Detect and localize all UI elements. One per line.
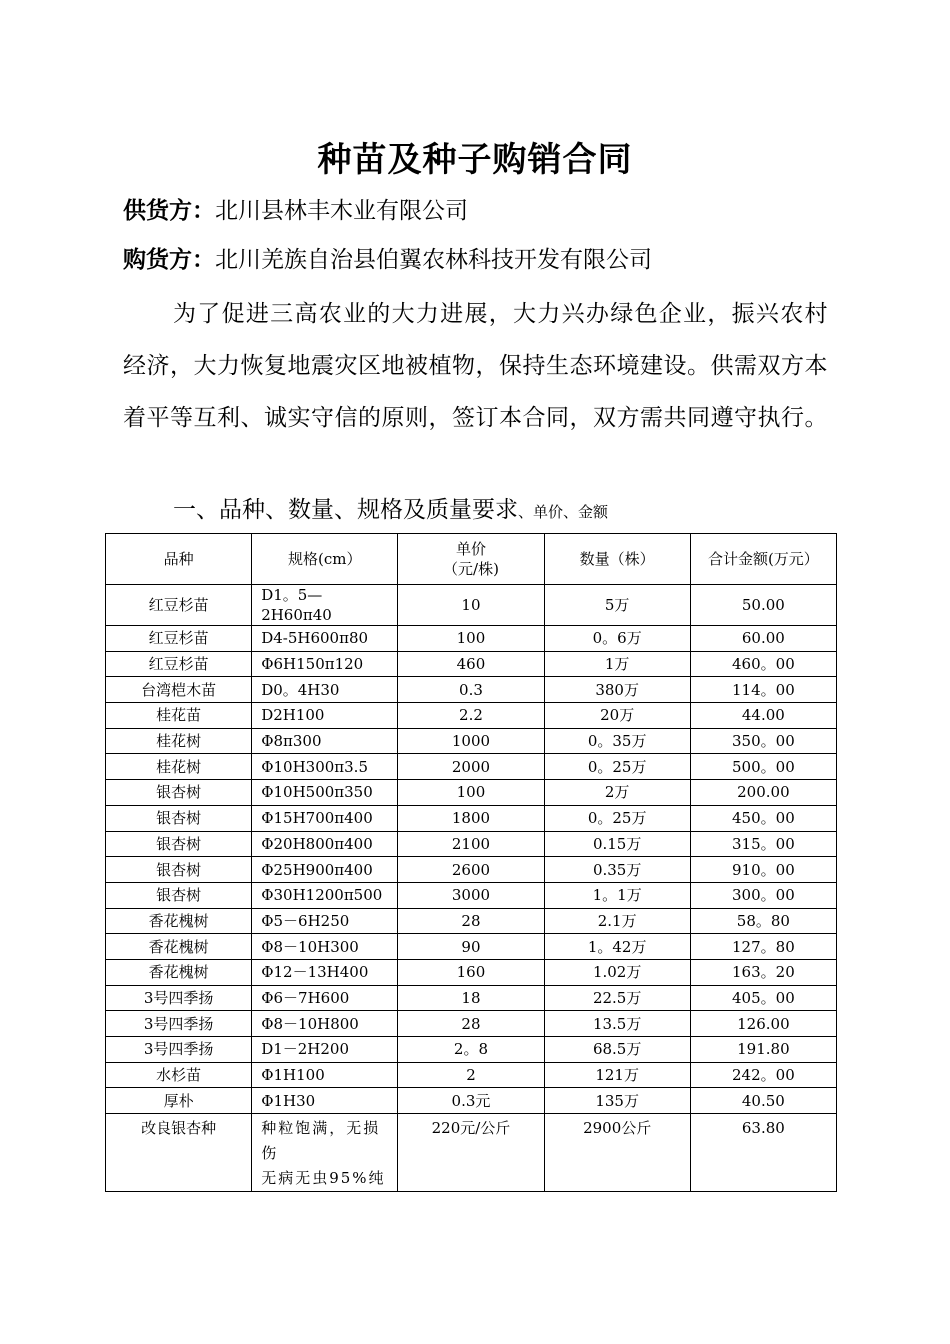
header-quantity: 数量（株）: [544, 534, 690, 585]
cell-quantity: 0。6万: [544, 626, 690, 652]
cell-price: 460: [398, 651, 544, 677]
table-row: [106, 908, 837, 934]
cell-variety: 银杏树: [106, 882, 252, 908]
section-heading: [173, 493, 608, 529]
cell-total: 126.00: [690, 1011, 836, 1037]
table-row: [106, 780, 837, 806]
cell-spec: Φ1H100: [252, 1062, 398, 1088]
header-price-line1: 单价: [455, 540, 486, 558]
cell-variety: 桂花树: [106, 754, 252, 780]
cell-price: 1800: [398, 805, 544, 831]
header-variety: 品种: [106, 534, 252, 585]
cell-variety: 水杉苗: [106, 1062, 252, 1088]
supplier-name: 北川县林丰木业有限公司: [215, 198, 468, 224]
header-total: 合计金额(万元）: [690, 534, 836, 585]
cell-price: 2.2: [398, 703, 544, 729]
cell-quantity: 0。35万: [544, 728, 690, 754]
cell-total: 315。00: [690, 831, 836, 857]
cell-spec-line1: 种粒饱满，无损: [261, 1119, 381, 1138]
cell-spec: Φ6－7H600: [252, 985, 398, 1011]
cell-total: 191.80: [690, 1037, 836, 1063]
cell-total: 300。00: [690, 882, 836, 908]
cell-price: 0.3元: [398, 1088, 544, 1114]
cell-quantity: 20万: [544, 703, 690, 729]
section-heading-main: 一、品种、数量、规格及质量要求: [173, 497, 518, 523]
cell-total: 200.00: [690, 780, 836, 806]
cell-variety: 3号四季扬: [106, 1011, 252, 1037]
table-header-row: [106, 534, 837, 585]
cell-quantity: 13.5万: [544, 1011, 690, 1037]
table-row: [106, 703, 837, 729]
cell-variety: 桂花树: [106, 728, 252, 754]
header-price: [398, 534, 544, 585]
cell-quantity: 1万: [544, 651, 690, 677]
cell-spec: D4-5H600π80: [252, 626, 398, 652]
cell-quantity: 1。42万: [544, 934, 690, 960]
cell-spec: [252, 1114, 398, 1192]
cell-total: 163。20: [690, 959, 836, 985]
table-row: [106, 985, 837, 1011]
cell-variety: 银杏树: [106, 805, 252, 831]
cell-price: 28: [398, 1011, 544, 1037]
cell-price: 3000: [398, 882, 544, 908]
cell-spec: Φ8－10H800: [252, 1011, 398, 1037]
cell-price: 220元/公斤: [398, 1114, 544, 1192]
cell-quantity: 2900公斤: [544, 1114, 690, 1192]
cell-total: 242。00: [690, 1062, 836, 1088]
cell-spec: Φ12－13H400: [252, 959, 398, 985]
cell-spec: Φ10H300π3.5: [252, 754, 398, 780]
supplier-label: 供货方：: [123, 197, 215, 224]
cell-quantity: 135万: [544, 1088, 690, 1114]
cell-quantity: 22.5万: [544, 985, 690, 1011]
cell-variety: 台湾桤木苗: [106, 677, 252, 703]
table-row: [106, 959, 837, 985]
cell-price: 10: [398, 585, 544, 626]
table-row: [106, 585, 837, 626]
cell-total: 910。00: [690, 857, 836, 883]
cell-price: 2100: [398, 831, 544, 857]
cell-spec: Φ8－10H300: [252, 934, 398, 960]
cell-quantity: 1.02万: [544, 959, 690, 985]
cell-total: 50.00: [690, 585, 836, 626]
table-row-seed: [106, 1114, 837, 1192]
document-title: 种苗及种子购销合同: [317, 140, 633, 180]
table-row: [106, 882, 837, 908]
cell-spec: Φ6H150π120: [252, 651, 398, 677]
cell-spec: D2H100: [252, 703, 398, 729]
buyer-line: [123, 243, 652, 277]
header-price-line2: （元/株): [443, 560, 499, 578]
cell-variety: 红豆杉苗: [106, 585, 252, 626]
cell-total: 450。00: [690, 805, 836, 831]
cell-total: 500。00: [690, 754, 836, 780]
table-row: [106, 805, 837, 831]
table-row: [106, 626, 837, 652]
cell-variety: 红豆杉苗: [106, 651, 252, 677]
cell-total: 460。00: [690, 651, 836, 677]
cell-quantity: 2万: [544, 780, 690, 806]
cell-quantity: 1。1万: [544, 882, 690, 908]
cell-variety: 银杏树: [106, 780, 252, 806]
cell-variety: 银杏树: [106, 831, 252, 857]
cell-quantity: 0.35万: [544, 857, 690, 883]
product-table: [105, 533, 837, 1192]
cell-price: 28: [398, 908, 544, 934]
cell-variety: 红豆杉苗: [106, 626, 252, 652]
cell-spec: D1。5—2H60π40: [252, 585, 398, 626]
cell-price: 1000: [398, 728, 544, 754]
cell-total: 405。00: [690, 985, 836, 1011]
cell-quantity: 5万: [544, 585, 690, 626]
cell-spec: Φ5－6H250: [252, 908, 398, 934]
cell-total: 58。80: [690, 908, 836, 934]
header-spec: 规格(cm）: [252, 534, 398, 585]
buyer-label: 购货方：: [123, 246, 215, 273]
cell-variety: 改良银杏种: [106, 1114, 252, 1192]
cell-spec: D1－2H200: [252, 1037, 398, 1063]
cell-total: 127。80: [690, 934, 836, 960]
cell-variety: 3号四季扬: [106, 1037, 252, 1063]
cell-quantity: 2.1万: [544, 908, 690, 934]
cell-quantity: 0.15万: [544, 831, 690, 857]
cell-quantity: 0。25万: [544, 754, 690, 780]
table-row: [106, 831, 837, 857]
table-row: [106, 728, 837, 754]
table-row: [106, 754, 837, 780]
cell-variety: 3号四季扬: [106, 985, 252, 1011]
cell-total: 60.00: [690, 626, 836, 652]
table-row: [106, 1011, 837, 1037]
table-row: [106, 1062, 837, 1088]
cell-quantity: 380万: [544, 677, 690, 703]
cell-variety: 香花槐树: [106, 908, 252, 934]
cell-quantity: 68.5万: [544, 1037, 690, 1063]
supplier-line: [123, 194, 468, 228]
cell-spec: Φ1H30: [252, 1088, 398, 1114]
cell-total: 114。00: [690, 677, 836, 703]
cell-total: 350。00: [690, 728, 836, 754]
buyer-name: 北川羌族自治县伯翼农林科技开发有限公司: [215, 247, 652, 273]
cell-price: 2: [398, 1062, 544, 1088]
cell-variety: 桂花苗: [106, 703, 252, 729]
cell-spec: Φ20H800π400: [252, 831, 398, 857]
table-row: [106, 651, 837, 677]
table-row: [106, 857, 837, 883]
cell-total: 40.50: [690, 1088, 836, 1114]
cell-price: 100: [398, 780, 544, 806]
cell-price: 2。8: [398, 1037, 544, 1063]
cell-variety: 银杏树: [106, 857, 252, 883]
cell-spec: Φ25H900π400: [252, 857, 398, 883]
cell-spec: Φ10H500π350: [252, 780, 398, 806]
section-heading-suffix: 、单价、金额: [518, 503, 609, 521]
cell-variety: 香花槐树: [106, 934, 252, 960]
cell-spec-line3: 无病无虫95%纯: [261, 1169, 386, 1188]
table-row: [106, 1088, 837, 1114]
cell-price: 100: [398, 626, 544, 652]
cell-price: 160: [398, 959, 544, 985]
cell-spec: Φ8π300: [252, 728, 398, 754]
cell-total: 63.80: [690, 1114, 836, 1192]
cell-total: 44.00: [690, 703, 836, 729]
cell-spec-line2: 伤: [261, 1144, 279, 1163]
cell-price: 2000: [398, 754, 544, 780]
table-row: [106, 934, 837, 960]
cell-spec: D0。4H30: [252, 677, 398, 703]
cell-price: 90: [398, 934, 544, 960]
cell-quantity: 121万: [544, 1062, 690, 1088]
cell-spec: Φ30H1200π500: [252, 882, 398, 908]
cell-quantity: 0。25万: [544, 805, 690, 831]
table-row: [106, 1037, 837, 1063]
cell-price: 18: [398, 985, 544, 1011]
table-row: [106, 677, 837, 703]
table-body: [106, 585, 837, 1192]
cell-price: 0.3: [398, 677, 544, 703]
cell-price: 2600: [398, 857, 544, 883]
cell-variety: 厚朴: [106, 1088, 252, 1114]
cell-variety: 香花槐树: [106, 959, 252, 985]
intro-paragraph: 为了促进三高农业的大力进展，大力兴办绿色企业，振兴农村经济，大力恢复地震灾区地被植物，保持生态环境建设。供需双方本着平等互利、诚实守信的原则，签订本合同，双方需共同遵守执行。: [123, 301, 828, 431]
cell-spec: Φ15H700π400: [252, 805, 398, 831]
